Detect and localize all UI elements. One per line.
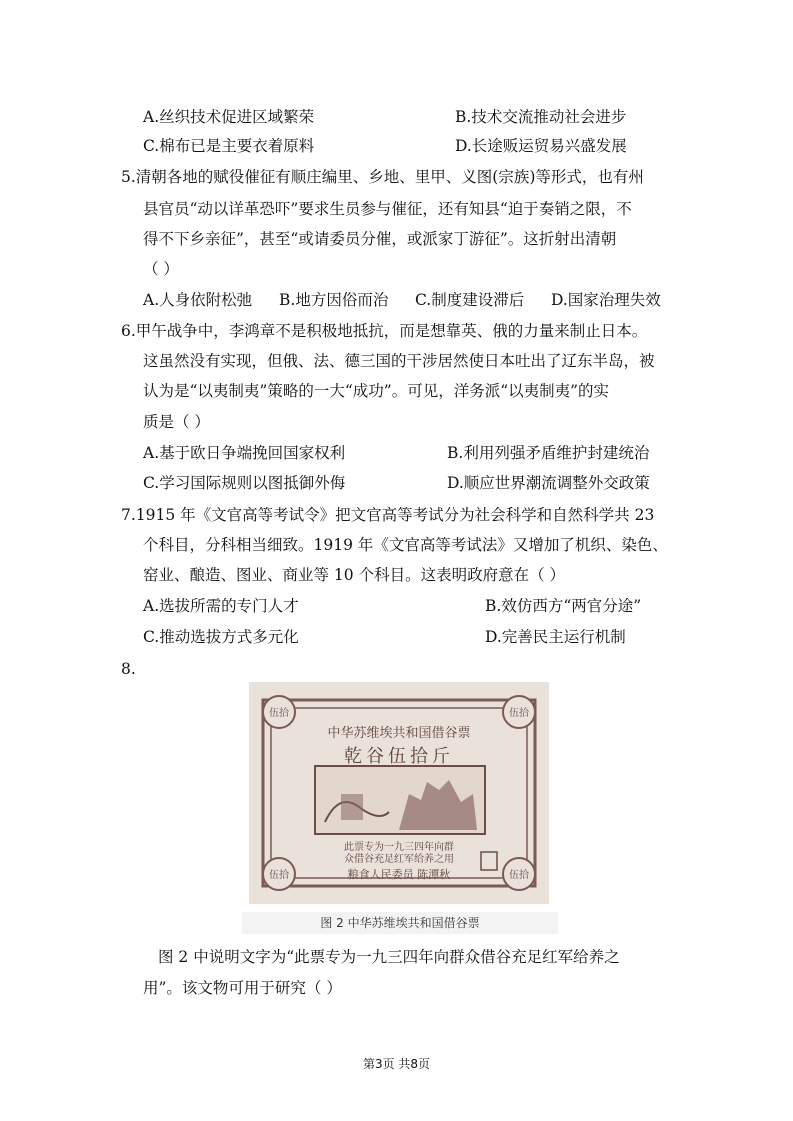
grain-loan-ticket-image bbox=[249, 682, 549, 904]
option-b: B.效仿西方“两官分途” bbox=[485, 597, 642, 615]
option-b: B.利用列强矛盾维护封建统治 bbox=[447, 444, 650, 462]
option-a: A.人身依附松弛 bbox=[143, 291, 253, 309]
page-footer: 第3页 共8页 bbox=[362, 1057, 431, 1071]
option-d: D.完善民主运行机制 bbox=[485, 628, 626, 646]
question-6-line: 质是（ ） bbox=[143, 413, 210, 431]
figure-caption: 图 2 中华苏维埃共和国借谷票 bbox=[242, 912, 558, 934]
stamp-corner-top-left: 伍拾 bbox=[269, 708, 289, 719]
option-d: D.顺应世界潮流调整外交政策 bbox=[447, 474, 650, 492]
stamp-corner-bottom-right: 伍拾 bbox=[509, 870, 529, 881]
stamp-corner-top-right: 伍拾 bbox=[509, 708, 529, 719]
question-5-line: 得不下乡亲征”，甚至“或请委员分催，或派家丁游征”。这折射出清朝 bbox=[143, 230, 617, 248]
stamp-signature: 粮食人民委员 陈潭秋 bbox=[347, 868, 451, 881]
stamp-note-line-1: 此票专为一九三四年向群 bbox=[344, 842, 454, 853]
question-7-line: 7.1915 年《文官高等考试令》把文官高等考试分为社会科学和自然科学共 23 bbox=[121, 506, 655, 524]
option-c: C.学习国际规则以图抵御外侮 bbox=[143, 474, 346, 492]
option-a: A.基于欧日争端挽回国家权利 bbox=[143, 444, 346, 462]
option-b: B.技术交流推动社会进步 bbox=[455, 108, 627, 126]
question-7-line: 个科目，分科相当细致。1919 年《文官高等考试法》又增加了机织、染色、 bbox=[143, 536, 668, 554]
question-8-line: 图 2 中说明文字为“此票专为一九三四年向群众借谷充足红军给养之 bbox=[158, 948, 620, 966]
option-b: B.地方因俗而治 bbox=[279, 291, 389, 309]
option-c: C.制度建设滞后 bbox=[415, 291, 525, 309]
question-6-line: 认为是“以夷制夷”策略的一大“成功”。可见，洋务派“以夷制夷”的实 bbox=[143, 382, 610, 400]
stamp-header: 中华苏维埃共和国借谷票 bbox=[327, 726, 471, 741]
question-5-line: 5.清朝各地的赋役催征有顺庄编里、乡地、里甲、义图(宗族)等形式，也有州 bbox=[121, 168, 644, 186]
option-d: D.国家治理失效 bbox=[551, 291, 661, 309]
question-5-line: （ ） bbox=[143, 260, 179, 278]
option-a: A.丝织技术促进区域繁荣 bbox=[143, 108, 315, 126]
option-d: D.长途贩运贸易兴盛发展 bbox=[455, 137, 627, 155]
question-7-line: 窑业、酿造、图业、商业等 10 个科目。这表明政府意在（ ） bbox=[143, 566, 566, 584]
question-6-line: 6.甲午战争中，李鸿章不是积极地抵抗，而是想靠英、俄的力量来制止日本。 bbox=[121, 322, 648, 340]
question-5-line: 县官员“动以详革恐吓”要求生员参与催征，还有知县“迫于奏销之限，不 bbox=[143, 200, 632, 218]
stamp-amount: 乾谷伍拾斤 bbox=[344, 746, 454, 767]
stamp-note-line-2: 众借谷充足红军给养之用 bbox=[344, 854, 454, 865]
stamp-corner-bottom-left: 伍拾 bbox=[269, 870, 289, 881]
question-8-line: 用”。该文物可用于研究（ ） bbox=[143, 979, 342, 997]
question-6-line: 这虽然没有实现，但俄、法、德三国的干涉居然使日本吐出了辽东半岛，被 bbox=[143, 352, 655, 370]
option-c: C.推动选拔方式多元化 bbox=[143, 628, 299, 646]
option-a: A.选拔所需的专门人才 bbox=[143, 597, 299, 615]
question-8-number: 8. bbox=[121, 660, 136, 678]
option-c: C.棉布已是主要衣着原料 bbox=[143, 137, 315, 155]
